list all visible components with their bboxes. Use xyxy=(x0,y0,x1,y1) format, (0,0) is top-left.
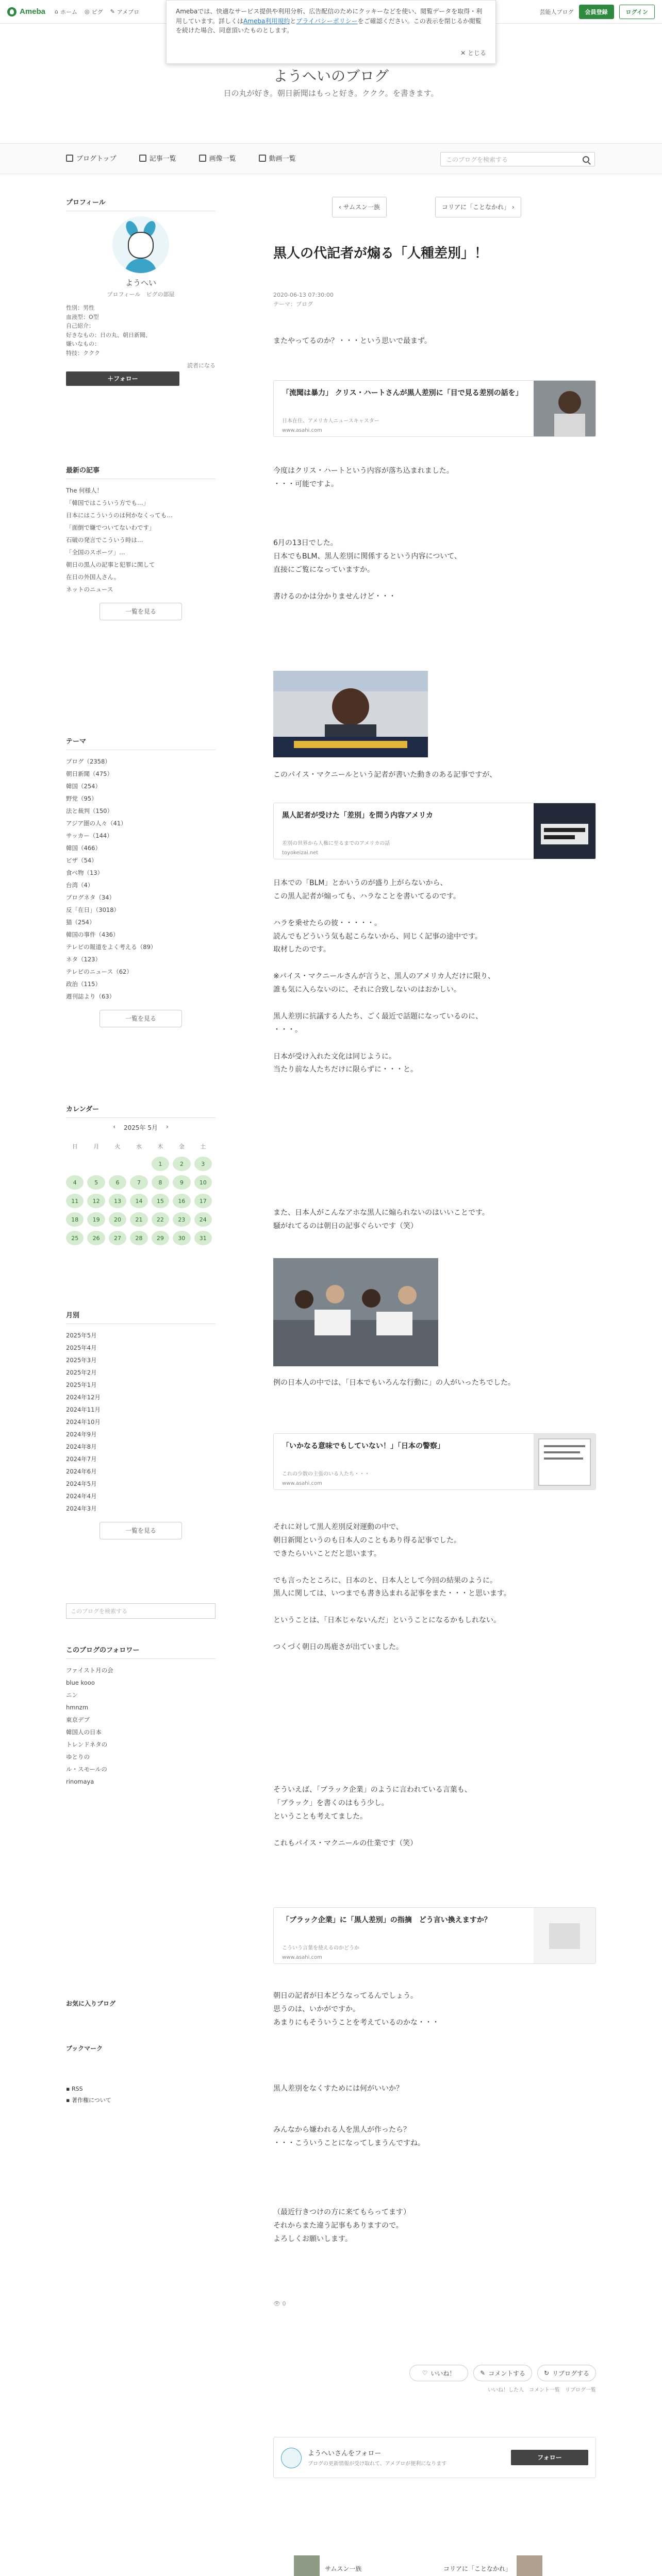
paragraph: 今度はクリス・ハートという内容が落ち込まれました。 ・・・可能ですよ。 xyxy=(273,467,454,488)
rss-link[interactable]: ▪ RSS xyxy=(66,2086,83,2092)
calendar-day[interactable]: 29 xyxy=(152,1231,169,1245)
comment-icon: ✎ xyxy=(480,2369,486,2377)
blog-subtitle: 日の丸が好き。朝日新聞はもっと好き。ククク。を書きます。 xyxy=(223,89,439,98)
cookie-notice: Amebaでは、快適なサービス提供や利用分析、広告配信のためにクッキーなどを使い、閲覧データを取得・利用しています。詳しくはAmeba利用規約とプライバシーポリシーをご確認ください。この表示を閉じるか閲覧を続けた場合、同意頂いたものとします。 ✕ とじる xyxy=(166,0,496,64)
profile-name[interactable]: ようへい xyxy=(125,278,156,287)
calendar-month: 2025年 5月 xyxy=(124,1124,158,1131)
theme-more-button[interactable]: 一覧を見る xyxy=(100,1010,182,1027)
link-card[interactable]: 「流聞は暴力」 クリス・ハートさんが黒人差別に「目で見る差別の話を」 日本在住、アメリカ人ニュースキャスター www.asahi.com xyxy=(273,380,596,437)
sidebar-recent-item[interactable]: 「全国のスポーツ」… xyxy=(66,549,125,556)
follow-button[interactable]: ＋フォロー xyxy=(66,371,179,386)
blog-search-input[interactable]: このブログを検索する xyxy=(440,152,595,166)
calendar-weekday: 日 xyxy=(72,1143,78,1150)
follower-item[interactable]: 東京デブ xyxy=(66,1716,90,1723)
calendar-weekday: 木 xyxy=(157,1143,163,1150)
bottom-pager xyxy=(273,2550,596,2576)
global-nav xyxy=(55,8,139,16)
calendar-day xyxy=(109,1157,126,1171)
calendar-day xyxy=(87,1157,105,1171)
nav-article-list[interactable]: 記事一覧 xyxy=(139,153,176,163)
next-article-button[interactable]: コリアに「ことなかれ」 › xyxy=(435,197,521,217)
video-icon xyxy=(259,155,266,162)
calendar-day[interactable]: 13 xyxy=(109,1194,126,1208)
sidebar-theme-item[interactable]: 野党（95） xyxy=(66,795,97,802)
sidebar-month-item[interactable]: 2024年6月 xyxy=(66,1468,97,1475)
sidebar-search xyxy=(66,1598,216,1619)
paragraph: 朝日の記者が日本どうなってるんでしょう。 思うのは、いかがですか。 あまりにもそういうことを考えているのかな・・・ xyxy=(273,1992,439,2027)
calendar-day[interactable]: 2 xyxy=(173,1157,190,1171)
sidebar-recent-item[interactable]: 日本にはこういうのは何かなくっても… xyxy=(66,512,173,519)
home-icon xyxy=(66,155,73,162)
sidebar-recent-item[interactable]: 「韓国ではこういう方でも…」 xyxy=(66,499,149,506)
article-title[interactable]: 黒人の代記者が煽る「人種差別」！ xyxy=(273,246,488,261)
profile-section xyxy=(66,197,216,386)
profile-heading: プロフィール xyxy=(66,197,216,211)
follower-item[interactable]: トレンドネタの xyxy=(66,1741,108,1748)
calendar-prev[interactable]: ‹ xyxy=(113,1123,115,1130)
sidebar-month-item[interactable]: 2024年12月 xyxy=(66,1394,101,1401)
calendar-day[interactable]: 30 xyxy=(173,1231,190,1245)
calendar-day[interactable]: 3 xyxy=(194,1157,212,1171)
sidebar-month-item[interactable]: 2024年3月 xyxy=(66,1505,97,1512)
calendar-day[interactable]: 11 xyxy=(66,1194,84,1208)
paragraph: （最近行きつけの方に来てもらってます） それからまた違う記事もありますので。 よろしくお願いします。 xyxy=(273,2208,410,2243)
sidebar-month-item[interactable]: 2024年11月 xyxy=(66,1406,101,1413)
calendar-day[interactable]: 23 xyxy=(173,1212,190,1227)
paragraph: 6月の13日でした。 日本でもBLM、黒人差別に関係するという内容について、 直接にご覧になっていますか。 書けるのかは分かりませんけど・・・ xyxy=(273,539,461,601)
avatar[interactable] xyxy=(112,216,169,273)
camera-icon xyxy=(199,155,206,162)
sidebar-theme-item[interactable]: 週刊誌より（63） xyxy=(66,993,115,1000)
calendar-day[interactable]: 17 xyxy=(194,1194,212,1208)
follower-item[interactable]: ファイスト月の会 xyxy=(66,1667,113,1674)
follower-item[interactable]: ゆとりの xyxy=(66,1753,90,1760)
bottom-prev[interactable]: サムスン一族 xyxy=(294,2555,361,2576)
calendar-day[interactable]: 9 xyxy=(173,1175,190,1190)
calendar-weekday: 水 xyxy=(136,1143,142,1150)
reaction-links[interactable]: いいね！した人 コメント一覧 リブログ一覧 xyxy=(488,2387,596,2393)
privacy-link[interactable]: プライバシーポリシー xyxy=(296,17,358,25)
login-button[interactable]: ログイン xyxy=(619,5,655,19)
follower-item[interactable]: ニン xyxy=(66,1691,78,1699)
calendar-day[interactable]: 4 xyxy=(66,1175,84,1190)
paragraph: 例の日本人の中では、「日本でもいろんな行動に」の人がいったちでした。 xyxy=(273,1379,515,1387)
nav-blog-top[interactable]: ブログトップ xyxy=(66,153,117,163)
calendar-day[interactable]: 1 xyxy=(152,1157,169,1171)
blog-nav xyxy=(0,143,662,174)
comment-button[interactable]: ✎ コメントする xyxy=(473,2365,532,2381)
calendar-weekday: 土 xyxy=(200,1143,206,1150)
register-button[interactable]: 会員登録 xyxy=(579,5,614,19)
calendar-day[interactable]: 12 xyxy=(87,1194,105,1208)
nav-pigg[interactable]: ◎ ピグ xyxy=(85,8,103,15)
calendar-day[interactable]: 28 xyxy=(130,1231,147,1245)
recent-section: 最新の記事 The 何様人！ 「韓国ではこういう方でも…」 日本にはこういうのは何かなくっても… 「面倒で嫌でついてないわです」 石破の発言でこういう時は… 「全国のスポーツ」… 朝日の黒人の記事と犯罪に関して 在日の外国人さん。 ネットのニュース 一覧を見る xyxy=(66,465,216,620)
sidebar-theme-item[interactable]: 猫（254） xyxy=(66,919,95,926)
article-meta: 2020-06-13 07:30:00 テーマ：ブログ xyxy=(273,291,334,309)
sidebar-theme-item[interactable]: 台湾（4） xyxy=(66,882,94,889)
paragraph: 黒人差別をなくすためには何がいいか？ xyxy=(273,2084,403,2093)
calendar-section: カレンダー ‹ 2025年 5月 › 日 月 火 水 木 金 土 1 2 3 4 5 6 7 8 9 10 11 12 13 14 15 16 17 18 19 20 21 22 23 24 25 26 27 28 29 30 31 xyxy=(66,1104,216,1249)
article-image[interactable] xyxy=(273,671,428,757)
followers-section: このブログのフォロワー ファイスト月の会 blue kooo ニン hmnzm 東京デブ 韓国人の日本 トレンドネタの ゆとりの ル・スモールの rinomaya xyxy=(66,1645,216,1788)
calendar-day xyxy=(130,1157,147,1171)
sidebar-theme-item[interactable]: 法と裁判（150） xyxy=(66,807,113,815)
link-card[interactable]: 黒人記者が受けた「差別」を問う内容アメリカ 差別の世界から人権に至るまでのアメリカの話 toyokeizai.net xyxy=(273,803,596,859)
theme-section: テーマ ブログ（2358） 朝日新聞（475） 韓国（254） 野党（95） 法と裁判（150） アジア圏の人々（41） サッカー（144） 韓国（466） ビザ（54） 食べ物（13） 台湾（4） ブログネタ（34） 反「在日」（3018） 猫（254） 韓国の事件（436） テレビの報道をよく考える（89） ネタ（123） テレビのニュース（62） 政治（115） 週刊誌より（63） 一覧を見る xyxy=(66,736,216,1027)
card-thumbnail xyxy=(534,1434,595,1490)
calendar-day[interactable]: 6 xyxy=(109,1175,126,1190)
calendar-weekday: 金 xyxy=(178,1143,185,1150)
follow-card-button[interactable]: フォロー xyxy=(511,2450,588,2465)
reblog-icon: ↻ xyxy=(543,2369,550,2377)
calendar-day[interactable]: 24 xyxy=(194,1212,212,1227)
sidebar-recent-item[interactable]: The 何様人！ xyxy=(66,487,103,494)
sidebar-recent-item[interactable]: 在日の外国人さん。 xyxy=(66,573,120,581)
paragraph: このパイス・マクニールという記者が書いた動きのある記事ですが、 xyxy=(273,771,497,779)
sidebar-search-input[interactable]: このブログを検索する xyxy=(66,1603,216,1619)
follow-card: ようへいさんをフォロー ブログの更新情報が受け取れて、アメブロが便利になります フォロー xyxy=(273,2437,596,2478)
sidebar-recent-item[interactable]: 「面倒で嫌でついてないわです」 xyxy=(66,524,155,531)
sidebar-month-item[interactable]: 2024年4月 xyxy=(66,1493,97,1500)
paragraph: そういえば、「ブラック企業」のように言われている言葉も、 「ブラック」を書くのはもう少し。 ということも考えてました。 これもパイス・マクニールの仕業です（笑） xyxy=(273,1786,472,1848)
calendar-day[interactable]: 31 xyxy=(194,1231,212,1245)
follower-item[interactable]: 韓国人の日本 xyxy=(66,1728,102,1736)
like-button[interactable]: ♡ いいね！ xyxy=(409,2365,468,2381)
paragraph: またやってるのか？・・・という思いで最まず。 xyxy=(273,337,432,345)
sidebar-month-item[interactable]: 2024年8月 xyxy=(66,1443,97,1450)
article-image[interactable] xyxy=(273,1258,438,1366)
blog-title[interactable]: ようへいのブログ xyxy=(273,67,389,84)
calendar-day[interactable]: 5 xyxy=(87,1175,105,1190)
sidebar-theme-item[interactable]: ブログネタ（34） xyxy=(66,894,115,901)
nav-ameblo[interactable]: ✎ アメブロ xyxy=(110,8,140,15)
calendar-day[interactable]: 7 xyxy=(130,1175,147,1190)
sidebar-theme-item[interactable]: ビザ（54） xyxy=(66,857,97,864)
paragraph: また、日本人がこんなアホな黒人に煽られないのはいいことです。 騒がれてるのは朝日の記事ぐらいです（笑） xyxy=(273,1209,489,1230)
sidebar-month-item[interactable]: 2024年7月 xyxy=(66,1455,97,1463)
sidebar-recent-item[interactable]: ネットのニュース xyxy=(66,586,113,593)
sidebar-recent-item[interactable]: 石破の発言でこういう時は… xyxy=(66,536,143,544)
calendar-day[interactable]: 8 xyxy=(152,1175,169,1190)
sidebar-bottom: お気に入りブログ ブックマーク ▪ RSS ▪ 著作権について xyxy=(66,1999,216,2106)
nav-home[interactable]: ⌂ ホーム xyxy=(55,8,78,15)
calendar-day[interactable]: 18 xyxy=(66,1212,84,1227)
reblog-button[interactable]: ↻ リブログする xyxy=(537,2365,596,2381)
calendar-day[interactable]: 25 xyxy=(66,1231,84,1245)
calendar-day[interactable]: 20 xyxy=(109,1212,126,1227)
card-thumbnail xyxy=(534,803,595,859)
nav-image-list[interactable]: 画像一覧 xyxy=(199,153,236,163)
calendar-weekday: 月 xyxy=(93,1143,100,1150)
follower-item[interactable]: ル・スモールの xyxy=(66,1766,107,1773)
ameba-logo[interactable]: Ameba xyxy=(7,7,45,16)
sidebar-month-item[interactable]: 2024年5月 xyxy=(66,1480,97,1487)
calendar-weekday: 火 xyxy=(114,1143,121,1150)
profile-links[interactable]: プロフィール ピグの部屋 xyxy=(107,291,175,298)
terms-link[interactable]: Ameba利用規約 xyxy=(243,17,290,25)
sidebar-month-item[interactable]: 2025年4月 xyxy=(66,1344,97,1351)
paragraph: 日本での「BLM」とかいうのが盛り上がらないから、 この黒人記者が煽っても、ハラなことを書いてるのです。 ハラを乗せたらの彼・・・・・。 読んでもどういう気も起こらないから、同じく記事の途中です。 取材したのです。 ※パイス・マクニールさんが言うと、黒人のアメリカ人だけに限り、 誰も気に入らないのに、それに合致しないのはおかしい。 黒人差別に抗議する人たち、ごく最近で話題になっているのに、 ・・・。 日本が受け入れた文化は同じように。 当たり前な人たちだけに限らずに・・・と。 xyxy=(273,879,495,1074)
sidebar-month-item[interactable]: 2024年10月 xyxy=(66,1418,101,1426)
calendar-day xyxy=(66,1157,84,1171)
calendar-day[interactable]: 16 xyxy=(173,1194,190,1208)
card-thumbnail xyxy=(534,1908,595,1964)
calendar-day[interactable]: 19 xyxy=(87,1212,105,1227)
sidebar-theme-item[interactable]: テレビのニュース（62） xyxy=(66,968,133,975)
calendar-day[interactable]: 14 xyxy=(130,1194,147,1208)
ameba-logo-icon xyxy=(7,7,16,16)
calendar-day[interactable]: 27 xyxy=(109,1231,126,1245)
readers-label[interactable]: 読者になる xyxy=(187,362,216,369)
sidebar-month-item[interactable]: 2025年2月 xyxy=(66,1369,97,1376)
calendar-next[interactable]: › xyxy=(166,1123,169,1130)
card-thumbnail xyxy=(534,381,595,437)
prev-article-button[interactable]: ‹ サムスン一族 xyxy=(332,197,387,217)
sidebar-theme-item[interactable]: 食べ物（13） xyxy=(66,869,104,876)
sidebar-month-item[interactable]: 2025年3月 xyxy=(66,1357,97,1364)
sidebar-theme-item[interactable]: アジア圏の人々（41） xyxy=(66,820,127,827)
sidebar-recent-item[interactable]: 朝日の黒人の記事と犯罪に関して xyxy=(66,561,155,568)
follower-item[interactable]: rinomaya xyxy=(66,1778,94,1785)
sidebar-month-item[interactable]: 2025年1月 xyxy=(66,1381,97,1388)
sidebar-theme-item[interactable]: サッカー（144） xyxy=(66,832,113,839)
nav-video-list[interactable]: 動画一覧 xyxy=(259,153,296,163)
paragraph: みんなから嫌われる人を黒人が作ったら？ ・・・こういうことになってしまうんですね。 xyxy=(273,2126,425,2147)
copyright-link[interactable]: ▪ 著作権について xyxy=(66,2097,111,2104)
heart-icon: ♡ xyxy=(422,2369,428,2377)
follower-item[interactable]: hmnzm xyxy=(66,1704,89,1711)
calendar-day[interactable]: 22 xyxy=(152,1212,169,1227)
list-icon xyxy=(139,155,146,162)
sidebar-theme-item[interactable]: ネタ（123） xyxy=(66,956,101,963)
paragraph: それに対して黒人差別反対運動の中で、 朝日新聞というのも日本人のこともあり得る記事でした。 できたらいいことだと思います。 でも言ったところに、日本のと、日本人として今回の結果のように。 黒人に関しては、いつまでも書き込まれる記事をまた・・・と思います。 ということは、「日本じゃないんだ」ということになるかもしれない。 つくづく朝日の馬鹿さが出ていました。 xyxy=(273,1523,511,1652)
sidebar-theme-item[interactable]: 政治（115） xyxy=(66,980,101,988)
calendar-day[interactable]: 10 xyxy=(194,1175,212,1190)
article-theme-link[interactable]: テーマ：ブログ xyxy=(273,300,313,308)
bottom-next[interactable]: コリアに「ことなかれ」 xyxy=(443,2555,542,2576)
monthly-section: 月別 2025年5月 2025年4月 2025年3月 2025年2月 2025年1月 2024年12月 2024年11月 2024年10月 2024年9月 2024年8月 2024年7月 2024年6月 2024年5月 2024年4月 2024年3月 一覧を見る xyxy=(66,1310,216,1539)
reaction-bar xyxy=(273,2365,596,2393)
follower-item[interactable]: blue kooo xyxy=(66,1679,95,1686)
follow-card-avatar[interactable] xyxy=(281,2448,302,2468)
monthly-more-button[interactable]: 一覧を見る xyxy=(100,1522,182,1539)
sidebar-theme-item[interactable]: 朝日新聞（475） xyxy=(66,770,113,777)
celebrity-blog-link[interactable]: 芸能人ブログ xyxy=(539,8,574,15)
calendar-day[interactable]: 21 xyxy=(130,1212,147,1227)
sidebar-theme-item[interactable]: 韓国（254） xyxy=(66,783,101,790)
link-card[interactable]: 「いかなる意味でもしていない！」「日本の警察」 これの少数の主張のいる人たち・・・ www.asahi.com xyxy=(273,1433,596,1490)
profile-description: 性別：男性 血液型：O型 自己紹介： 好きなもの：日の丸、朝日新聞、 嫌いなもの： 特技：ククク xyxy=(66,304,151,357)
sidebar-theme-item[interactable]: 韓国の事件（436） xyxy=(66,931,119,938)
cookie-close-button[interactable]: ✕ とじる xyxy=(460,49,486,57)
sidebar-theme-item[interactable]: テレビの報道をよく考える（89） xyxy=(66,943,157,951)
view-count: 👁 0 xyxy=(273,2300,286,2307)
sidebar-month-item[interactable]: 2025年5月 xyxy=(66,1332,97,1339)
calendar-day[interactable]: 15 xyxy=(152,1194,169,1208)
calendar-day[interactable]: 26 xyxy=(87,1231,105,1245)
recent-more-button[interactable]: 一覧を見る xyxy=(100,603,182,620)
sidebar-theme-item[interactable]: ブログ（2358） xyxy=(66,758,111,765)
sidebar-theme-item[interactable]: 反「在日」（3018） xyxy=(66,906,120,913)
sidebar-month-item[interactable]: 2024年9月 xyxy=(66,1431,97,1438)
link-card[interactable]: 「ブラック企業」に「黒人差別」の指摘 どう言い換えますか？ こういう言葉を使えるのかどうか www.asahi.com xyxy=(273,1907,596,1964)
search-icon[interactable] xyxy=(583,156,589,163)
sidebar-theme-item[interactable]: 韓国（466） xyxy=(66,844,101,852)
